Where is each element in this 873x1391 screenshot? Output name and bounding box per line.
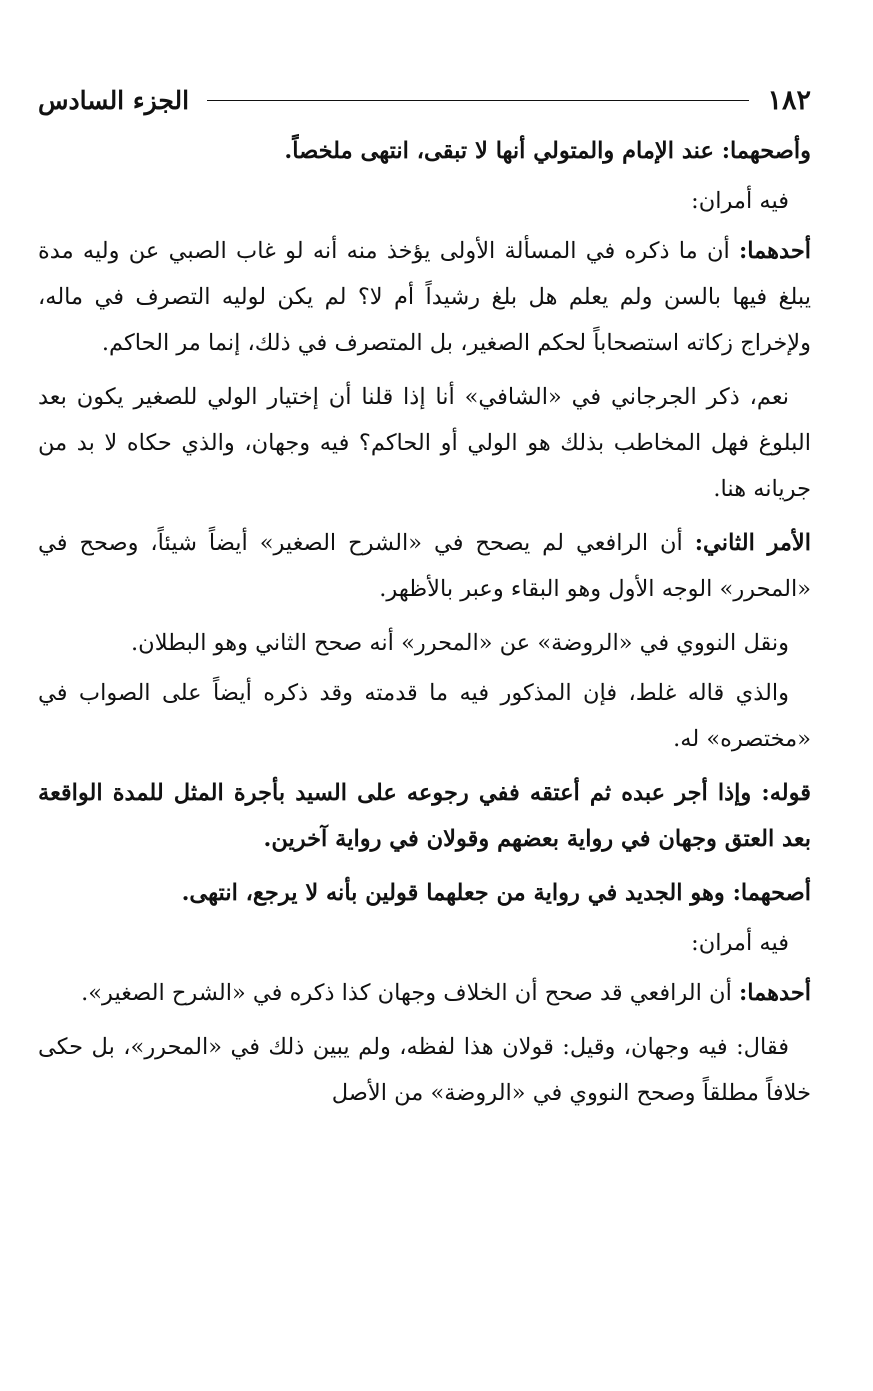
paragraph-lead: أحدهما: <box>738 980 811 1006</box>
paragraph-text: أن الرافعي قد صحح أن الخلاف وجهان كذا ذكره في «الشرح الصغير». <box>81 980 739 1006</box>
paragraph <box>38 374 811 512</box>
paragraph-text: أن ما ذكره في المسألة الأولى يؤخذ منه أنه لو غاب الصبي عن وليه مدة يبلغ فيها بالسن ولم يعلم هل بلغ رشيداً أم لا؟ لم يكن لوليه التصرف في ماله، ولإخراج زكاته استصحاباً لحكم الصغير، بل المتصرف في ذلك، إنما مر الحاكم. <box>38 238 811 356</box>
paragraph <box>38 1024 811 1116</box>
header-rule <box>207 100 749 101</box>
book-page <box>38 78 811 1351</box>
paragraph-lead: أحدهما: <box>738 238 811 264</box>
paragraph-text: فيه أمران: <box>691 188 789 214</box>
paragraph-text: ونقل النووي في «الروضة» عن «المحرر» أنه صحح الثاني وهو البطلان. <box>131 630 789 656</box>
paragraph-text: والذي قاله غلط، فإن المذكور فيه ما قدمته وقد ذكره أيضاً على الصواب في «مختصره» له. <box>38 680 811 752</box>
running-title: الجزء السادس <box>38 85 190 115</box>
paragraph <box>38 670 811 762</box>
paragraph <box>38 870 811 916</box>
paragraph-text: أن الرافعي لم يصحح في «الشرح الصغير» أيضاً شيئاً، وصحح في «المحرر» الوجه الأول وهو البقاء وعبر بالأظهر. <box>38 530 811 602</box>
running-header <box>38 78 811 122</box>
page-number: ١٨٢ <box>767 84 811 116</box>
paragraph <box>38 920 811 966</box>
paragraph <box>38 770 811 862</box>
paragraph <box>38 970 811 1016</box>
paragraph-text: نعم، ذكر الجرجاني في «الشافي» أنا إذا قلنا أن إختيار الولي للصغير يكون بعد البلوغ فهل المخاطب بذلك هو الولي أو الحاكم؟ فيه وجهان، والذي حكاه لا بد من جريانه هنا. <box>38 384 811 502</box>
body-text <box>38 128 811 1116</box>
paragraph <box>38 520 811 612</box>
paragraph-text: أصحهما: وهو الجديد في رواية من جعلهما قولين بأنه لا يرجع، انتهى. <box>181 880 811 906</box>
paragraph-text: فيه أمران: <box>691 930 789 956</box>
paragraph-text: قوله: وإذا أجر عبده ثم أعتقه ففي رجوعه على السيد بأجرة المثل للمدة الواقعة بعد العتق وجهان في رواية بعضهم وقولان في رواية آخرين. <box>38 780 811 852</box>
paragraph-text: فقال: فيه وجهان، وقيل: قولان هذا لفظه، ولم يبين ذلك في «المحرر»، بل حكى خلافاً مطلقاً وصحح النووي في «الروضة» من الأصل <box>38 1034 811 1106</box>
paragraph <box>38 620 811 666</box>
paragraph <box>38 228 811 366</box>
paragraph <box>38 178 811 224</box>
paragraph-text: وأصحهما: عند الإمام والمتولي أنها لا تبقى، انتهى ملخصاً. <box>284 138 811 164</box>
paragraph-lead: الأمر الثاني: <box>694 530 811 556</box>
paragraph <box>38 128 811 174</box>
